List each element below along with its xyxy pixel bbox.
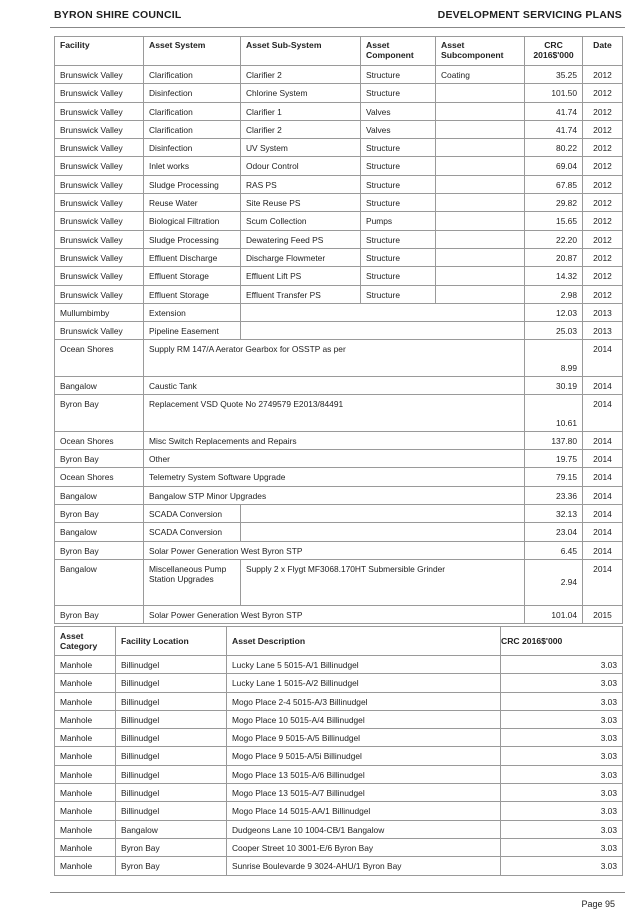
cell-subcomponent	[436, 212, 525, 230]
cell-system: Biological Filtration	[144, 212, 241, 230]
cell-crc: 3.03	[501, 802, 623, 820]
cell-crc: 14.32	[525, 267, 583, 285]
table-row	[55, 340, 623, 377]
cell-crc: 3.03	[501, 784, 623, 802]
cell-date: 2014	[583, 468, 623, 486]
table-row	[55, 802, 623, 820]
table-header-row	[55, 627, 623, 656]
cell-date: 2013	[583, 303, 623, 321]
table-row	[55, 784, 623, 802]
cell-description: Supply 2 x Flygt MF3068.170HT Submersible Grinder	[241, 559, 525, 605]
col-header-asset-category	[55, 627, 116, 656]
cell-date: 2012	[583, 267, 623, 285]
cell-subsystem: Scum Collection	[241, 212, 361, 230]
cell-date: 2014	[583, 340, 623, 377]
cell-system: SCADA Conversion	[144, 504, 241, 522]
cell-date: 2013	[583, 322, 623, 340]
col-header-crc-l2: 2016$'000	[533, 50, 574, 60]
cell-crc: 3.03	[501, 674, 623, 692]
cell-subsystem: Chlorine System	[241, 84, 361, 102]
cell-system: Effluent Storage	[144, 285, 241, 303]
cell-subsystem: Effluent Lift PS	[241, 267, 361, 285]
table-row	[55, 559, 623, 605]
cell-category: Manhole	[55, 820, 116, 838]
cell-crc: 23.36	[525, 486, 583, 504]
cell-description: Mogo Place 13 5015-A/7 Billinudgel	[227, 784, 501, 802]
cell-system: Reuse Water	[144, 194, 241, 212]
cell-category: Manhole	[55, 802, 116, 820]
cell-crc: 41.74	[525, 102, 583, 120]
cell-crc: 101.04	[525, 605, 583, 623]
cell-description: Lucky Lane 5 5015-A/1 Billinudgel	[227, 656, 501, 674]
cell-system: Pipeline Easement	[144, 322, 241, 340]
cell-crc: 22.20	[525, 230, 583, 248]
cell-facility: Brunswick Valley	[55, 157, 144, 175]
cell-component: Valves	[361, 120, 436, 138]
col-header-crc	[525, 37, 583, 66]
cell-empty	[241, 504, 525, 522]
cell-facility: Bangalow	[55, 559, 144, 605]
cell-subcomponent	[436, 139, 525, 157]
cell-crc: 3.03	[501, 656, 623, 674]
cell-system: Effluent Storage	[144, 267, 241, 285]
cell-system: Effluent Discharge	[144, 248, 241, 266]
col-header-asset-component-l1: Asset	[366, 40, 390, 50]
cell-crc: 12.03	[525, 303, 583, 321]
cell-facility: Brunswick Valley	[55, 230, 144, 248]
cell-location: Billinudgel	[116, 674, 227, 692]
table-row	[55, 66, 623, 84]
cell-description: Mogo Place 13 5015-A/6 Billinudgel	[227, 765, 501, 783]
cell-facility: Bangalow	[55, 376, 144, 394]
cell-location: Byron Bay	[116, 857, 227, 875]
cell-component: Structure	[361, 194, 436, 212]
council-name: BYRON SHIRE COUNCIL	[54, 9, 182, 21]
cell-date: 2012	[583, 139, 623, 157]
table-row	[55, 857, 623, 875]
cell-date: 2012	[583, 175, 623, 193]
cell-component: Structure	[361, 175, 436, 193]
table-row	[55, 175, 623, 193]
table-row	[55, 248, 623, 266]
table-row	[55, 765, 623, 783]
cell-location: Billinudgel	[116, 656, 227, 674]
cell-category: Manhole	[55, 674, 116, 692]
table-row	[55, 541, 623, 559]
table-row	[55, 84, 623, 102]
cell-system: Extension	[144, 303, 241, 321]
cell-crc: 3.03	[501, 692, 623, 710]
cell-crc: 2.94	[525, 559, 583, 605]
table-row	[55, 322, 623, 340]
cell-system: Sludge Processing	[144, 175, 241, 193]
cell-description: Solar Power Generation West Byron STP	[144, 541, 525, 559]
table-row	[55, 230, 623, 248]
cell-date: 2012	[583, 248, 623, 266]
cell-crc: 20.87	[525, 248, 583, 266]
cell-subcomponent	[436, 248, 525, 266]
cell-facility: Brunswick Valley	[55, 84, 144, 102]
cell-location: Billinudgel	[116, 765, 227, 783]
table-header-row	[55, 37, 623, 66]
header-divider	[50, 27, 625, 28]
cell-category: Manhole	[55, 729, 116, 747]
cell-component: Structure	[361, 84, 436, 102]
table-row	[55, 450, 623, 468]
cell-date: 2012	[583, 102, 623, 120]
document-title: DEVELOPMENT SERVICING PLANS	[437, 9, 622, 21]
cell-description: Mogo Place 9 5015-A/5i Billinudgel	[227, 747, 501, 765]
cell-system: SCADA Conversion	[144, 523, 241, 541]
cell-component: Structure	[361, 285, 436, 303]
table-row	[55, 504, 623, 522]
cell-system: Clarification	[144, 102, 241, 120]
cell-category: Manhole	[55, 838, 116, 856]
cell-subcomponent	[436, 267, 525, 285]
cell-subcomponent: Coating	[436, 66, 525, 84]
footer-divider	[50, 892, 625, 893]
table-row	[55, 376, 623, 394]
cell-facility: Brunswick Valley	[55, 139, 144, 157]
cell-component: Structure	[361, 66, 436, 84]
col-header-asset-component-l2: Component	[366, 50, 414, 60]
table-row	[55, 820, 623, 838]
cell-location: Billinudgel	[116, 729, 227, 747]
cell-facility: Brunswick Valley	[55, 322, 144, 340]
cell-description: Dudgeons Lane 10 1004-CB/1 Bangalow	[227, 820, 501, 838]
cell-component: Pumps	[361, 212, 436, 230]
cell-crc: 29.82	[525, 194, 583, 212]
table-row	[55, 710, 623, 728]
cell-facility: Byron Bay	[55, 504, 144, 522]
col-header-asset-category-l1: Asset	[60, 631, 84, 641]
cell-category: Manhole	[55, 692, 116, 710]
cell-location: Billinudgel	[116, 747, 227, 765]
cell-date: 2012	[583, 157, 623, 175]
cell-facility: Byron Bay	[55, 605, 144, 623]
table-row	[55, 285, 623, 303]
table-row	[55, 267, 623, 285]
table-row	[55, 157, 623, 175]
cell-crc: 6.45	[525, 541, 583, 559]
cell-date: 2012	[583, 285, 623, 303]
cell-subsystem: RAS PS	[241, 175, 361, 193]
cell-date: 2014	[583, 395, 623, 432]
cell-facility: Ocean Shores	[55, 468, 144, 486]
table-row	[55, 212, 623, 230]
table-row	[55, 523, 623, 541]
cell-subsystem: Dewatering Feed PS	[241, 230, 361, 248]
cell-description: Caustic Tank	[144, 376, 525, 394]
cell-facility: Brunswick Valley	[55, 212, 144, 230]
table-row	[55, 431, 623, 449]
cell-description: Misc Switch Replacements and Repairs	[144, 431, 525, 449]
table-row	[55, 747, 623, 765]
cell-date: 2014	[583, 376, 623, 394]
table-row	[55, 486, 623, 504]
cell-facility: Bangalow	[55, 523, 144, 541]
cell-date: 2014	[583, 559, 623, 605]
cell-category: Manhole	[55, 656, 116, 674]
cell-crc: 3.03	[501, 857, 623, 875]
cell-description: Supply RM 147/A Aerator Gearbox for OSSTP as per	[144, 340, 525, 377]
cell-system: Miscellaneous Pump Station Upgrades	[144, 559, 241, 605]
cell-crc: 35.25	[525, 66, 583, 84]
cell-facility: Bangalow	[55, 486, 144, 504]
cell-subsystem: Discharge Flowmeter	[241, 248, 361, 266]
cell-description: Cooper Street 10 3001-E/6 Byron Bay	[227, 838, 501, 856]
cell-facility: Ocean Shores	[55, 340, 144, 377]
cell-facility: Brunswick Valley	[55, 194, 144, 212]
cell-crc: 2.98	[525, 285, 583, 303]
cell-crc: 8.99	[525, 340, 583, 377]
table-row	[55, 102, 623, 120]
col-header-asset-subsystem: Asset Sub-System	[241, 37, 361, 66]
cell-description: Mogo Place 9 5015-A/5 Billinudgel	[227, 729, 501, 747]
cell-description: Mogo Place 2-4 5015-A/3 Billinudgel	[227, 692, 501, 710]
cell-facility: Brunswick Valley	[55, 102, 144, 120]
cell-crc: 25.03	[525, 322, 583, 340]
manhole-assets-table	[54, 626, 623, 876]
cell-subsystem: Effluent Transfer PS	[241, 285, 361, 303]
cell-subcomponent	[436, 194, 525, 212]
cell-description: Mogo Place 14 5015-AA/1 Billinudgel	[227, 802, 501, 820]
cell-date: 2014	[583, 504, 623, 522]
table-row	[55, 194, 623, 212]
cell-location: Billinudgel	[116, 784, 227, 802]
cell-date: 2012	[583, 84, 623, 102]
cell-date: 2012	[583, 212, 623, 230]
table-row	[55, 395, 623, 432]
cell-facility: Mullumbimby	[55, 303, 144, 321]
cell-facility: Brunswick Valley	[55, 267, 144, 285]
cell-crc: 69.04	[525, 157, 583, 175]
cell-system: Disinfection	[144, 84, 241, 102]
cell-subsystem: Clarifier 2	[241, 120, 361, 138]
col-header-crc-l1: CRC	[544, 40, 563, 50]
cell-description: Mogo Place 10 5015-A/4 Billinudgel	[227, 710, 501, 728]
cell-description: Telemetry System Software Upgrade	[144, 468, 525, 486]
col-header-crc: CRC 2016$'000	[501, 627, 623, 656]
cell-facility: Brunswick Valley	[55, 285, 144, 303]
cell-date: 2012	[583, 194, 623, 212]
cell-crc: 101.50	[525, 84, 583, 102]
cell-facility: Brunswick Valley	[55, 66, 144, 84]
cell-crc: 15.65	[525, 212, 583, 230]
cell-subsystem: Clarifier 1	[241, 102, 361, 120]
cell-date: 2014	[583, 450, 623, 468]
cell-category: Manhole	[55, 747, 116, 765]
col-header-facility: Facility	[55, 37, 144, 66]
cell-category: Manhole	[55, 857, 116, 875]
cell-system: Sludge Processing	[144, 230, 241, 248]
cell-empty	[241, 322, 525, 340]
cell-crc: 3.03	[501, 820, 623, 838]
table-row	[55, 674, 623, 692]
table-row	[55, 605, 623, 623]
cell-crc: 79.15	[525, 468, 583, 486]
cell-subcomponent	[436, 230, 525, 248]
cell-subcomponent	[436, 285, 525, 303]
cell-system: Clarification	[144, 66, 241, 84]
col-header-facility-location: Facility Location	[116, 627, 227, 656]
table-row	[55, 303, 623, 321]
cell-description: Bangalow STP Minor Upgrades	[144, 486, 525, 504]
cell-facility: Byron Bay	[55, 450, 144, 468]
cell-system: Inlet works	[144, 157, 241, 175]
cell-date: 2012	[583, 230, 623, 248]
cell-facility: Ocean Shores	[55, 431, 144, 449]
col-header-asset-subcomponent	[436, 37, 525, 66]
cell-description: Replacement VSD Quote No 2749579 E2013/84491	[144, 395, 525, 432]
cell-description: Other	[144, 450, 525, 468]
cell-location: Billinudgel	[116, 692, 227, 710]
cell-location: Bangalow	[116, 820, 227, 838]
cell-empty	[241, 303, 525, 321]
cell-crc: 3.03	[501, 765, 623, 783]
col-header-asset-subcomponent-l1: Asset	[441, 40, 465, 50]
cell-category: Manhole	[55, 710, 116, 728]
cell-component: Structure	[361, 248, 436, 266]
cell-date: 2012	[583, 120, 623, 138]
cell-crc: 32.13	[525, 504, 583, 522]
cell-date: 2012	[583, 66, 623, 84]
cell-facility: Brunswick Valley	[55, 248, 144, 266]
cell-category: Manhole	[55, 784, 116, 802]
page-number: Page 95	[581, 899, 615, 909]
col-header-asset-description: Asset Description	[227, 627, 501, 656]
cell-crc: 30.19	[525, 376, 583, 394]
cell-date: 2015	[583, 605, 623, 623]
table-row	[55, 729, 623, 747]
table-row	[55, 656, 623, 674]
cell-crc: 3.03	[501, 747, 623, 765]
table-row	[55, 120, 623, 138]
col-header-asset-system: Asset System	[144, 37, 241, 66]
cell-subcomponent	[436, 84, 525, 102]
cell-subsystem: Site Reuse PS	[241, 194, 361, 212]
col-header-asset-subcomponent-l2: Subcomponent	[441, 50, 504, 60]
cell-date: 2014	[583, 541, 623, 559]
cell-crc: 67.85	[525, 175, 583, 193]
cell-component: Valves	[361, 102, 436, 120]
cell-date: 2014	[583, 431, 623, 449]
col-header-date: Date	[583, 37, 623, 66]
cell-empty	[241, 523, 525, 541]
cell-subsystem: UV System	[241, 139, 361, 157]
cell-crc: 3.03	[501, 838, 623, 856]
table-row	[55, 468, 623, 486]
col-header-asset-category-l2: Category	[60, 641, 98, 651]
cell-crc: 137.80	[525, 431, 583, 449]
cell-subcomponent	[436, 120, 525, 138]
cell-crc: 80.22	[525, 139, 583, 157]
table-row	[55, 692, 623, 710]
cell-crc: 23.04	[525, 523, 583, 541]
cell-crc: 3.03	[501, 729, 623, 747]
cell-date: 2014	[583, 523, 623, 541]
cell-subcomponent	[436, 157, 525, 175]
table-row	[55, 139, 623, 157]
cell-component: Structure	[361, 230, 436, 248]
cell-facility: Byron Bay	[55, 541, 144, 559]
cell-crc: 19.75	[525, 450, 583, 468]
cell-crc: 10.61	[525, 395, 583, 432]
cell-facility: Brunswick Valley	[55, 120, 144, 138]
cell-crc: 3.03	[501, 710, 623, 728]
cell-subcomponent	[436, 175, 525, 193]
table-row	[55, 838, 623, 856]
cell-subcomponent	[436, 102, 525, 120]
cell-location: Byron Bay	[116, 838, 227, 856]
cell-system: Clarification	[144, 120, 241, 138]
cell-component: Structure	[361, 139, 436, 157]
cell-system: Disinfection	[144, 139, 241, 157]
cell-date: 2014	[583, 486, 623, 504]
col-header-asset-component	[361, 37, 436, 66]
cell-crc: 41.74	[525, 120, 583, 138]
cell-subsystem: Odour Control	[241, 157, 361, 175]
cell-component: Structure	[361, 267, 436, 285]
cell-category: Manhole	[55, 765, 116, 783]
cell-component: Structure	[361, 157, 436, 175]
cell-description: Solar Power Generation West Byron STP	[144, 605, 525, 623]
cell-description: Sunrise Boulevarde 9 3024-AHU/1 Byron Bay	[227, 857, 501, 875]
cell-facility: Brunswick Valley	[55, 175, 144, 193]
cell-subsystem: Clarifier 2	[241, 66, 361, 84]
cell-description: Lucky Lane 1 5015-A/2 Billinudgel	[227, 674, 501, 692]
asset-renewals-table	[54, 36, 623, 624]
cell-facility: Byron Bay	[55, 395, 144, 432]
cell-location: Billinudgel	[116, 802, 227, 820]
cell-location: Billinudgel	[116, 710, 227, 728]
